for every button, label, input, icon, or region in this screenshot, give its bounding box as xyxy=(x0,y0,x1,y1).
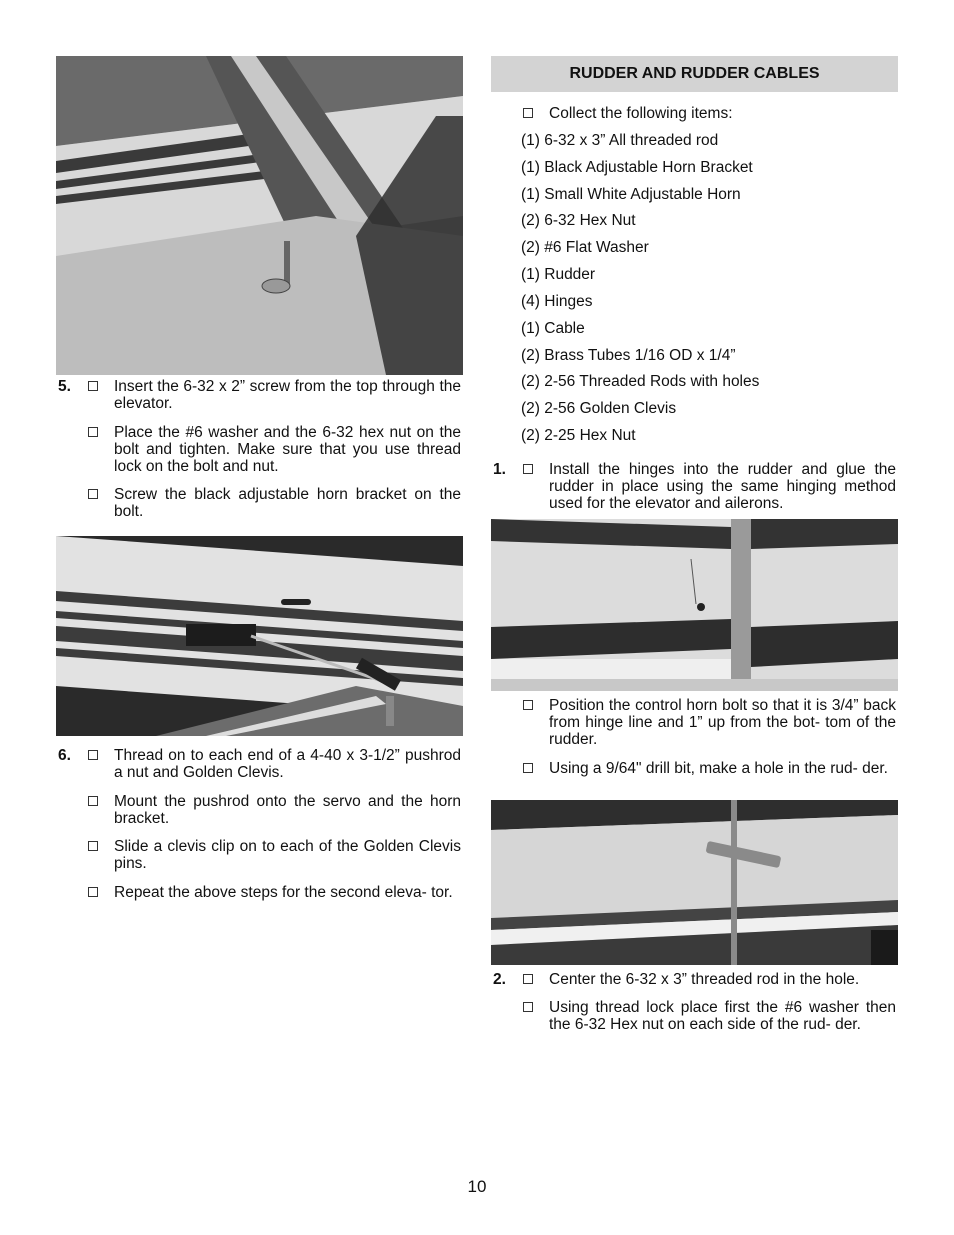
step-text: Repeat the above steps for the second eleva- tor. xyxy=(114,884,453,901)
list-item: (1) 6-32 x 3” All threaded rod xyxy=(521,132,719,149)
checkbox[interactable] xyxy=(88,841,98,851)
checkbox[interactable] xyxy=(523,464,533,474)
step-number: 1. xyxy=(493,461,506,478)
step-text: Slide a clevis clip on to each of the Golden Clevis pins. xyxy=(114,838,461,872)
list-item: (1) Rudder xyxy=(521,266,596,283)
step-text: Mount the pushrod onto the servo and the horn bracket. xyxy=(114,793,461,827)
list-item: (1) Small White Adjustable Horn xyxy=(521,186,741,203)
checkbox[interactable] xyxy=(523,1002,533,1012)
step-text: Using a 9/64" drill bit, make a hole in the rud- der. xyxy=(549,760,888,777)
step-text: Place the #6 washer and the 6-32 hex nut on the bolt and tighten. Make sure that you use thread lock on the bolt and nut. xyxy=(114,424,461,475)
checkbox[interactable] xyxy=(88,887,98,897)
checkbox[interactable] xyxy=(88,796,98,806)
checkbox[interactable] xyxy=(88,750,98,760)
collect-label: Collect the following items: xyxy=(549,105,733,122)
page-number: 10 xyxy=(467,1177,487,1196)
step-text: Insert the 6-32 x 2” screw from the top through the elevator. xyxy=(114,378,461,412)
step-1 xyxy=(491,461,898,516)
step-5 xyxy=(56,378,463,528)
checkbox[interactable] xyxy=(523,700,533,710)
checkbox[interactable] xyxy=(88,381,98,391)
step-number: 2. xyxy=(493,971,506,988)
checkbox[interactable] xyxy=(88,489,98,499)
list-item: (2) 2-56 Golden Clevis xyxy=(521,400,677,417)
section-title: RUDDER AND RUDDER CABLES xyxy=(491,56,898,92)
step-number: 6. xyxy=(58,747,71,764)
step-text: Position the control horn bolt so that it is 3/4” back from hinge line and 1” up from the bot- tom of the rudder. xyxy=(549,697,896,748)
step-6 xyxy=(56,747,463,927)
list-item: (2) #6 Flat Washer xyxy=(521,239,649,256)
checkbox[interactable] xyxy=(88,427,98,437)
step-1-continued xyxy=(491,697,898,797)
step-text: Screw the black adjustable horn bracket on the bolt. xyxy=(114,486,461,520)
list-item: (2) 6-32 Hex Nut xyxy=(521,212,636,229)
collect-items xyxy=(491,105,898,125)
list-item: (2) 2-56 Threaded Rods with holes xyxy=(521,373,760,390)
step-text: Using thread lock place first the #6 washer then the 6-32 Hex nut on each side of the rud- der. xyxy=(549,999,896,1033)
list-item: (1) Black Adjustable Horn Bracket xyxy=(521,159,753,176)
photo-rudder-hinge xyxy=(491,519,898,691)
checkbox[interactable] xyxy=(523,974,533,984)
photo-servo-pushrod xyxy=(56,536,463,736)
step-text: Center the 6-32 x 3” threaded rod in the hole. xyxy=(549,971,860,988)
checkbox[interactable] xyxy=(523,763,533,773)
step-2 xyxy=(491,971,898,1061)
photo-elevator-bolt xyxy=(56,56,463,375)
list-item: (1) Cable xyxy=(521,320,585,337)
step-text: Install the hinges into the rudder and glue the rudder in place using the same hinging method used for the elevator and ailerons. xyxy=(549,461,896,512)
step-number: 5. xyxy=(58,378,71,395)
checkbox[interactable] xyxy=(523,108,533,118)
photo-threaded-rod xyxy=(491,800,898,965)
list-item: (2) 2-25 Hex Nut xyxy=(521,427,636,444)
list-item: (4) Hinges xyxy=(521,293,593,310)
list-item: (2) Brass Tubes 1/16 OD x 1/4” xyxy=(521,347,736,364)
step-text: Thread on to each end of a 4-40 x 3-1/2” pushrod a nut and Golden Clevis. xyxy=(114,747,461,781)
